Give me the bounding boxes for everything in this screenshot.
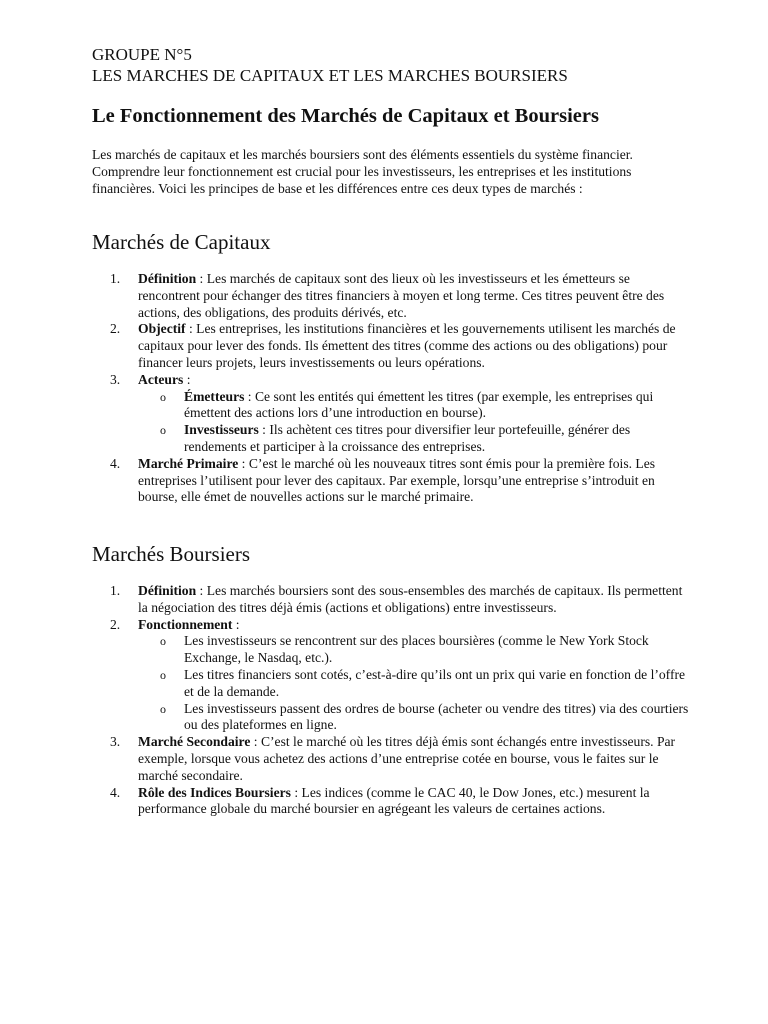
item-text: : Les entreprises, les institutions financières et les gouvernements utilisent les marchés de capitaux pour lever des fonds. Ils émettent des titres (comme des actions ou des obligations) pour financer leurs projets, leurs investissements ou leurs opérations.: [138, 321, 676, 370]
item-text: : Les indices (comme le CAC 40, le Dow Jones, etc.) mesurent la performance globale du marché boursier en agrégeant les valeurs de certaines actions.: [138, 784, 650, 817]
bullet-icon: o: [160, 667, 166, 682]
item-text: : Les marchés de capitaux sont des lieux où les investisseurs et les émetteurs se rencontrent pour échanger des titres financiers à moyen et long terme. Ces titres peuvent être des actions, des obligations, des produits dérivés, etc.: [138, 271, 665, 320]
sub-list-item: [138, 633, 692, 667]
item-text: :: [232, 616, 240, 632]
item-term: Objectif: [138, 321, 186, 337]
item-number: 2.: [110, 616, 121, 632]
section-list-boursiers: [92, 583, 692, 818]
item-text: : C’est le marché où les nouveaux titres sont émis pour la première fois. Les entreprises l’utilisent pour lever des capitaux. Par exemple, lorsqu’une entreprise s’introduit en bourse, elle émet de nouvelles actions sur le marché primaire.: [138, 455, 656, 505]
sub-list-item: [138, 422, 692, 456]
item-number: 3.: [110, 371, 121, 387]
item-term: Rôle des Indices Boursiers: [138, 784, 291, 800]
sub-item-text: : Ils achètent ces titres pour diversifier leur portefeuille, générer des rendements et participer à la croissance des entreprises.: [184, 422, 631, 454]
sub-item-text: Les investisseurs se rencontrent sur des places boursières (comme le New York Stock Exchange, le Nasdaq, etc.).: [184, 633, 649, 666]
sub-item-term: Émetteurs: [184, 388, 245, 404]
item-number: 4.: [110, 455, 121, 471]
item-term: Fonctionnement: [138, 616, 233, 632]
bullet-icon: o: [160, 701, 166, 716]
item-number: 4.: [110, 784, 121, 800]
list-item: [92, 271, 692, 321]
group-header: [92, 44, 568, 86]
bullet-icon: o: [160, 634, 166, 649]
sub-list-item: [138, 389, 692, 423]
bullet-icon: o: [160, 423, 166, 438]
list-item: [92, 456, 692, 506]
document-subtitle: LES MARCHES DE CAPITAUX ET LES MARCHES BOURSIERS: [92, 66, 568, 85]
document-title: Le Fonctionnement des Marchés de Capitaux et Boursiers: [92, 105, 599, 127]
item-term: Marché Secondaire: [138, 734, 251, 750]
item-number: 3.: [110, 734, 121, 750]
list-item: [92, 372, 692, 456]
item-text: : Les marchés boursiers sont des sous-ensembles des marchés de capitaux. Ils permettent la négociation des titres déjà émis (actions et obligations) entre investisseurs.: [138, 583, 683, 615]
list-item: [92, 321, 692, 371]
item-term: Définition: [138, 271, 197, 286]
section-heading-boursiers: Marchés Boursiers: [92, 542, 251, 566]
item-term: Définition: [138, 583, 197, 598]
sub-list: [138, 633, 692, 734]
sub-item-text: Les investisseurs passent des ordres de bourse (acheter ou vendre des titres) via des courtiers ou des plateformes en ligne.: [184, 700, 689, 733]
list-item: [92, 785, 692, 819]
sub-item-term: Investisseurs: [184, 422, 259, 438]
sub-list-item: [138, 667, 692, 701]
sub-list: [138, 389, 692, 456]
item-term: Marché Primaire: [138, 455, 239, 471]
item-number: 2.: [110, 321, 121, 337]
sub-list-item: [138, 701, 692, 735]
item-number: 1.: [110, 583, 121, 598]
group-label: GROUPE N°5: [92, 45, 192, 64]
list-item: [92, 583, 692, 617]
list-item: [92, 617, 692, 735]
item-text: : C’est le marché où les titres déjà émis sont échangés entre investisseurs. Par exemple, lorsque vous achetez des actions d’une entreprise cotée en bourse, vous le faites sur le marché secondaire.: [138, 734, 676, 783]
list-item: [92, 734, 692, 784]
item-number: 1.: [110, 271, 121, 286]
intro-paragraph: Les marchés de capitaux et les marchés boursiers sont des éléments essentiels du système financier. Comprendre leur fonctionnement est crucial pour les investisseurs, les entreprises et les institutions financières. Voici les principes de base et les différences entre ces deux types de marchés :: [92, 147, 633, 196]
item-text: :: [183, 371, 191, 387]
bullet-icon: o: [160, 389, 166, 404]
section-list-capitaux: [92, 271, 692, 506]
sub-item-text: : Ce sont les entités qui émettent les titres (par exemple, les entreprises qui émettent des actions lors d’une introduction en bourse).: [184, 388, 654, 421]
sub-item-text: Les titres financiers sont cotés, c’est-à-dire qu’ils ont un prix qui varie en fonction de l’offre et de la demande.: [184, 666, 686, 699]
item-term: Acteurs: [138, 371, 184, 387]
section-heading-capitaux: Marchés de Capitaux: [92, 230, 271, 254]
